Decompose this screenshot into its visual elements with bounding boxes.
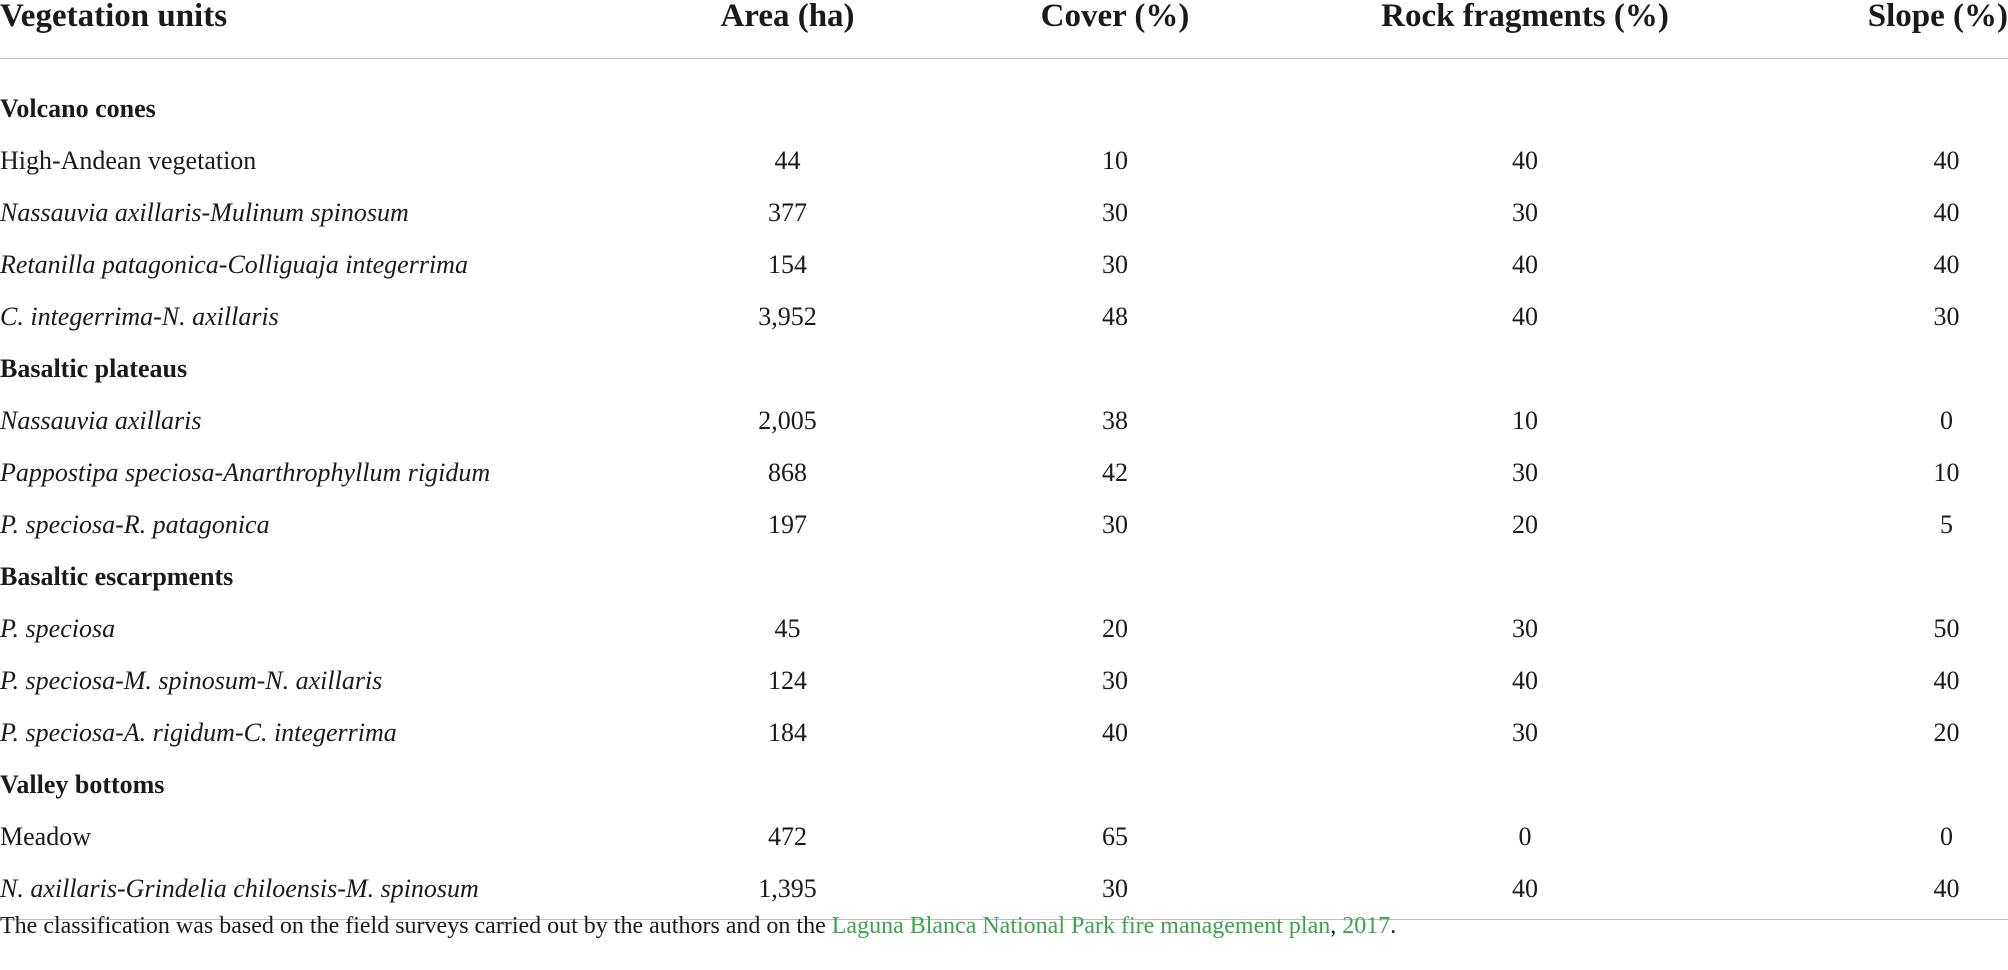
table-row: [0, 135, 2008, 187]
vegetation-unit-label: Retanilla patagonica-Colliguaja integerrima: [0, 250, 468, 279]
slope-cell: 50: [1933, 614, 1960, 643]
table-footnote: [0, 912, 1396, 940]
group-label: Basaltic escarpments: [0, 562, 234, 591]
group-label: Volcano cones: [0, 94, 156, 123]
vegetation-unit-name: [0, 655, 640, 707]
cover-cell: 65: [1102, 822, 1128, 851]
vegetation-unit-label: Nassauvia axillaris: [0, 406, 202, 435]
area-cell: 197: [768, 510, 807, 539]
vegetation-unit-label: P. speciosa-M. spinosum-N. axillaris: [0, 666, 383, 695]
vegetation-unit-name: [0, 811, 640, 863]
vegetation-unit-label: P. speciosa: [0, 614, 116, 643]
vegetation-unit-name: [0, 291, 640, 343]
slope-cell: 30: [1933, 302, 1960, 331]
slope-cell: 40: [1755, 863, 2008, 920]
cover-cell: 38: [1102, 406, 1128, 435]
vegetation-unit-label: P. speciosa-A. rigidum-C. integerrima: [0, 718, 397, 747]
vegetation-unit-label: C. integerrima-N. axillaris: [0, 302, 279, 331]
vegetation-unit-name: [0, 447, 640, 499]
area-cell: 868: [768, 458, 807, 487]
header-area: Area (ha): [640, 0, 935, 59]
table-row: [0, 291, 2008, 343]
area-cell: 184: [768, 718, 807, 747]
cover-cell: 42: [1102, 458, 1128, 487]
area-cell: 1,395: [640, 863, 935, 920]
vegetation-unit-label: N. axillaris-Grindelia chiloensis-M. spinosum: [0, 874, 479, 903]
cover-cell: 30: [1102, 666, 1128, 695]
vegetation-unit-label: Pappostipa speciosa-Anarthrophyllum rigidum: [0, 458, 491, 487]
slope-cell: 0: [1940, 406, 1953, 435]
vegetation-unit-name: [0, 239, 640, 291]
footnote-text: The classification was based on the field surveys carried out by the authors and on the: [0, 913, 832, 939]
vegetation-unit-label: Meadow: [0, 822, 91, 851]
cover-cell: 48: [1102, 302, 1128, 331]
vegetation-unit-name: [0, 603, 640, 655]
header-cover: Cover (%): [935, 0, 1295, 59]
rock-fragments-cell: 40: [1512, 146, 1538, 175]
area-cell: 124: [768, 666, 807, 695]
table-row: [0, 499, 2008, 551]
footnote-end: .: [1390, 913, 1397, 939]
group-row: [0, 551, 2008, 603]
cover-cell: 30: [935, 863, 1295, 920]
group-row: [0, 343, 2008, 395]
header-vegetation-units: Vegetation units: [0, 0, 640, 59]
table-row: [0, 395, 2008, 447]
area-cell: 2,005: [758, 406, 817, 435]
rock-fragments-cell: 40: [1512, 302, 1538, 331]
header-row: [0, 0, 2008, 59]
group-label: Valley bottoms: [0, 770, 165, 799]
slope-cell: 20: [1933, 718, 1960, 747]
cover-cell: 20: [1102, 614, 1128, 643]
cover-cell: 10: [1102, 146, 1128, 175]
slope-cell: 40: [1933, 666, 1960, 695]
rock-fragments-cell: 10: [1512, 406, 1538, 435]
vegetation-unit-name: [0, 187, 640, 239]
header-rock-fragments: Rock fragments (%): [1295, 0, 1755, 59]
area-cell: 3,952: [758, 302, 817, 331]
slope-cell: 10: [1933, 458, 1960, 487]
rock-fragments-cell: 30: [1512, 718, 1538, 747]
vegetation-unit-label: High-Andean vegetation: [0, 146, 257, 175]
table-row: [0, 707, 2008, 759]
cover-cell: 30: [1102, 198, 1128, 227]
fire-plan-link[interactable]: Laguna Blanca National Park fire management plan: [831, 913, 1331, 939]
slope-cell: 40: [1933, 250, 1960, 279]
area-cell: 45: [774, 614, 801, 643]
area-cell: 377: [768, 198, 807, 227]
slope-cell: 5: [1940, 510, 1953, 539]
vegetation-unit-name: [0, 135, 640, 187]
vegetation-unit-name: [0, 395, 640, 447]
rock-fragments-cell: 40: [1512, 250, 1538, 279]
vegetation-unit-name: [0, 707, 640, 759]
table-row: [0, 811, 2008, 863]
table-row: [0, 603, 2008, 655]
table-row: [0, 655, 2008, 707]
vegetation-unit-label: Nassauvia axillaris-Mulinum spinosum: [0, 198, 409, 227]
cover-cell: 30: [1102, 510, 1128, 539]
cover-cell: 40: [1102, 718, 1128, 747]
table-header: [0, 0, 2008, 59]
header-slope: Slope (%): [1755, 0, 2008, 59]
rock-fragments-cell: 30: [1512, 614, 1538, 643]
rock-fragments-cell: 20: [1512, 510, 1538, 539]
year-link[interactable]: 2017: [1342, 913, 1391, 939]
rock-fragments-cell: 30: [1512, 198, 1538, 227]
vegetation-unit-label: P. speciosa-R. patagonica: [0, 510, 270, 539]
vegetation-unit-name: [0, 499, 640, 551]
table-row: [0, 447, 2008, 499]
table-row: [0, 239, 2008, 291]
area-cell: 154: [768, 250, 807, 279]
group-row: [0, 59, 2008, 136]
slope-cell: 0: [1940, 822, 1953, 851]
area-cell: 472: [768, 822, 807, 851]
area-cell: 44: [774, 146, 801, 175]
rock-fragments-cell: 40: [1295, 863, 1755, 920]
group-row: [0, 759, 2008, 811]
rock-fragments-cell: 30: [1512, 458, 1538, 487]
table-row: [0, 187, 2008, 239]
group-label: Basaltic plateaus: [0, 354, 188, 383]
slope-cell: 40: [1933, 146, 1960, 175]
footnote-comma: ,: [1330, 913, 1343, 939]
rock-fragments-cell: 0: [1518, 822, 1532, 851]
rock-fragments-cell: 40: [1512, 666, 1538, 695]
cover-cell: 30: [1102, 250, 1128, 279]
table-body: [0, 59, 2008, 920]
slope-cell: 40: [1933, 198, 1960, 227]
